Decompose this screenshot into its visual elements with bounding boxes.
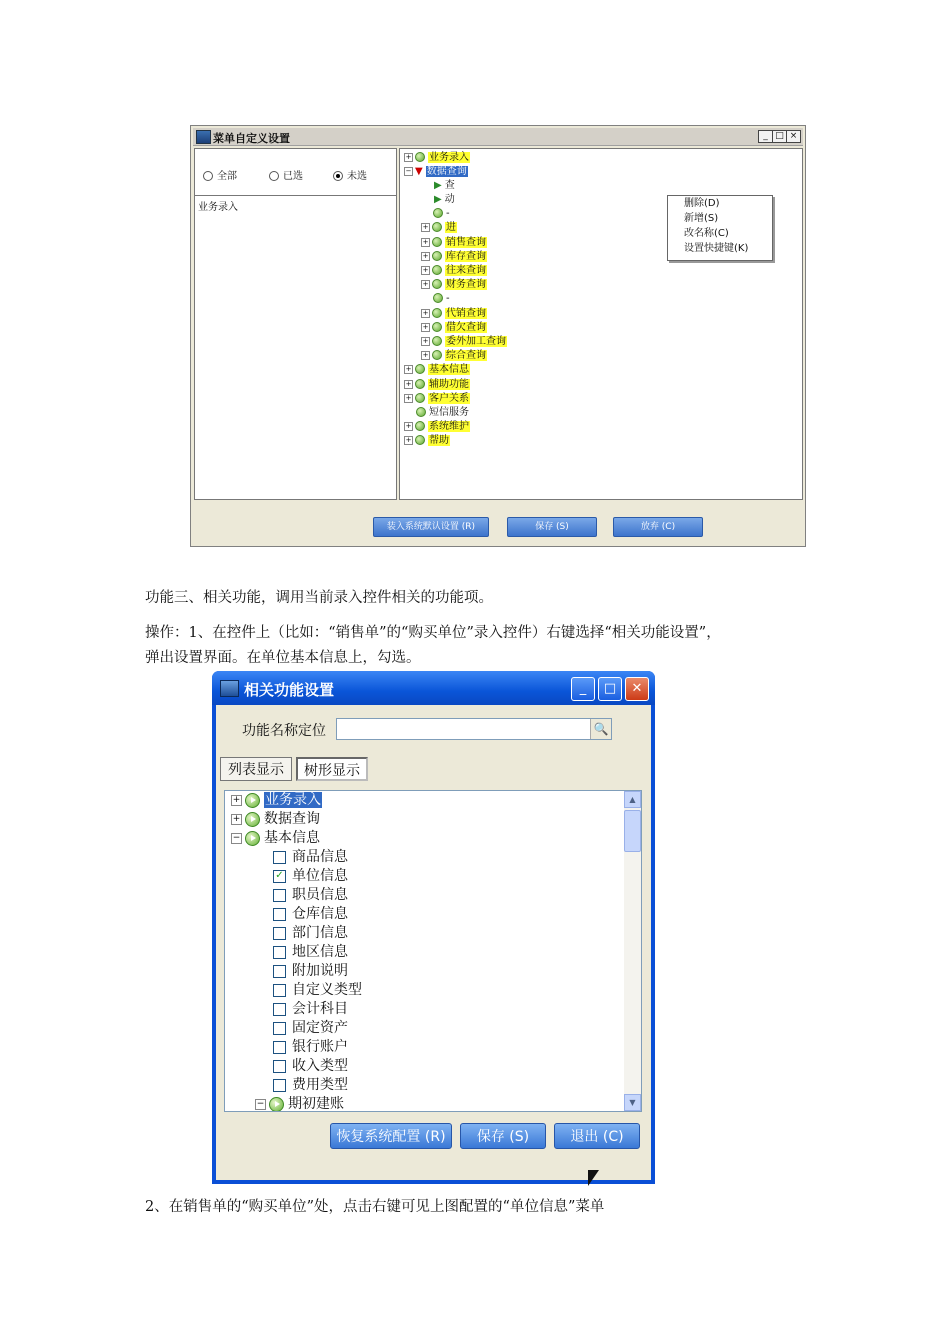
tab-list-view[interactable]: 列表显示 — [220, 757, 292, 781]
save-button[interactable]: 保存 (S) — [507, 517, 597, 537]
exit-button[interactable]: 退出 (C) — [554, 1123, 640, 1149]
tree-checkbox-item[interactable]: ✓ 单位信息 — [273, 867, 348, 886]
menu-customize-window — [190, 125, 806, 547]
function-tree — [224, 790, 642, 1112]
discard-button[interactable]: 放弃 (C) — [613, 517, 703, 537]
window-client — [216, 705, 651, 1180]
search-label: 功能名称定位 — [242, 723, 326, 739]
scroll-thumb[interactable] — [624, 810, 641, 852]
tree-checkbox-item[interactable]: 自定义类型 — [273, 981, 362, 1000]
tree-node[interactable]: 短信服务 — [404, 406, 469, 419]
tree-node[interactable]: + 客户关系 — [405, 393, 469, 404]
tree-checkbox-item[interactable]: 附加说明 — [273, 962, 348, 981]
context-menu-add[interactable]: 新增(S) — [684, 213, 719, 224]
tree-checkbox-item[interactable]: 会计科目 — [273, 1000, 348, 1019]
maximize-icon[interactable]: □ — [598, 677, 622, 701]
tree-checkbox-item[interactable]: 费用类型 — [273, 1076, 348, 1095]
tab-tree-view[interactable]: 树形显示 — [296, 757, 368, 781]
load-default-button[interactable]: 装入系统默认设置 (R) — [373, 517, 489, 537]
tree-node[interactable]: + 业务录入 — [405, 152, 469, 163]
radio-selected[interactable]: 已选 — [269, 167, 303, 182]
tree-node[interactable]: + 进 — [422, 222, 456, 233]
app-icon — [196, 130, 211, 144]
tree-node[interactable]: − 期初建账 — [256, 1096, 344, 1112]
close-icon[interactable]: × — [786, 130, 801, 143]
tree-node[interactable]: + 往来查询 — [422, 265, 486, 276]
tree-node[interactable]: + 基本信息 — [405, 364, 469, 375]
window-title: 相关功能设置 — [244, 681, 335, 699]
maximize-icon[interactable]: □ — [772, 130, 787, 143]
radio-unselected[interactable]: 未选 — [333, 167, 367, 182]
mouse-cursor-icon — [588, 1170, 599, 1186]
tree-checkbox-item[interactable]: 收入类型 — [273, 1057, 348, 1076]
tree-node[interactable]: + 综合查询 — [422, 350, 486, 361]
paragraph-operation-line2: 弹出设置界面。在单位基本信息上，勾选。 — [145, 650, 421, 666]
scroll-down-icon[interactable]: ▼ — [624, 1094, 641, 1111]
search-icon[interactable]: 🔍 — [590, 719, 611, 739]
tree-node[interactable]: + 库存查询 — [422, 251, 486, 262]
tree-node[interactable]: + 借欠查询 — [422, 322, 486, 333]
app-icon — [220, 680, 239, 697]
tree-node[interactable]: + 帮助 — [405, 435, 449, 446]
save-button[interactable]: 保存 (S) — [460, 1123, 546, 1149]
tree-node[interactable]: + 销售查询 — [422, 237, 486, 248]
minimize-icon[interactable]: _ — [758, 130, 773, 143]
tree-node[interactable]: - — [421, 292, 450, 305]
tree-checkbox-item[interactable]: 仓库信息 — [273, 905, 348, 924]
context-menu-shortcut[interactable]: 设置快捷键(K) — [684, 243, 749, 254]
window-title: 菜单自定义设置 — [213, 132, 290, 145]
title-bar — [212, 671, 655, 705]
scroll-up-icon[interactable]: ▲ — [624, 791, 641, 808]
tree-node[interactable]: ▶ 查 — [434, 180, 455, 191]
tree-checkbox-item[interactable]: 地区信息 — [273, 943, 348, 962]
tree-node[interactable]: + 数据查询 — [232, 811, 320, 827]
tree-node[interactable]: + 系统维护 — [405, 421, 469, 432]
tree-checkbox-item[interactable]: 部门信息 — [273, 924, 348, 943]
tree-node[interactable]: + 委外加工查询 — [422, 336, 506, 347]
tree-node[interactable]: + 财务查询 — [422, 279, 486, 290]
tree-node[interactable]: − 基本信息 — [232, 830, 320, 846]
tree-node[interactable]: + 业务录入 — [232, 792, 321, 808]
tree-node[interactable]: + 代销查询 — [422, 308, 486, 319]
context-menu-rename[interactable]: 改名称(C) — [684, 228, 729, 239]
tree-checkbox-item[interactable]: 商品信息 — [273, 848, 348, 867]
title-bar — [193, 128, 803, 146]
list-item[interactable]: 业务录入 — [198, 202, 238, 213]
related-function-window — [212, 671, 655, 1184]
tree-node[interactable]: − ▼ 数据查询 — [405, 166, 467, 177]
tree-node[interactable]: + 辅助功能 — [405, 379, 469, 390]
restore-config-button[interactable]: 恢复系统配置 (R) — [330, 1123, 452, 1149]
tree-node[interactable]: - — [421, 207, 450, 220]
tree-scrollbar[interactable] — [624, 791, 641, 1111]
paragraph-step-two: 2、在销售单的“购买单位”处，点击右键可见上图配置的“单位信息”菜单 — [145, 1199, 605, 1215]
context-menu-delete[interactable]: 删除(D) — [684, 198, 720, 209]
tree-node[interactable]: ▶ 动 — [434, 194, 455, 205]
tree-checkbox-item[interactable]: 职员信息 — [273, 886, 348, 905]
tree-checkbox-item[interactable]: 固定资产 — [273, 1019, 348, 1038]
radio-all[interactable]: 全部 — [203, 167, 237, 182]
paragraph-feature-three: 功能三、相关功能，调用当前录入控件相关的功能项。 — [145, 590, 493, 606]
menu-tree — [399, 148, 803, 500]
filter-radios — [195, 149, 396, 196]
left-panel — [194, 148, 397, 500]
context-menu — [667, 195, 773, 261]
search-input[interactable] — [336, 718, 612, 740]
minimize-icon[interactable]: _ — [571, 677, 595, 701]
paragraph-operation-line1: 操作：1、在控件上（比如：“销售单”的“购买单位”录入控件）右键选择“相关功能设置”， — [145, 625, 721, 641]
tree-checkbox-item[interactable]: 银行账户 — [273, 1038, 348, 1057]
close-icon[interactable]: ✕ — [625, 677, 649, 701]
